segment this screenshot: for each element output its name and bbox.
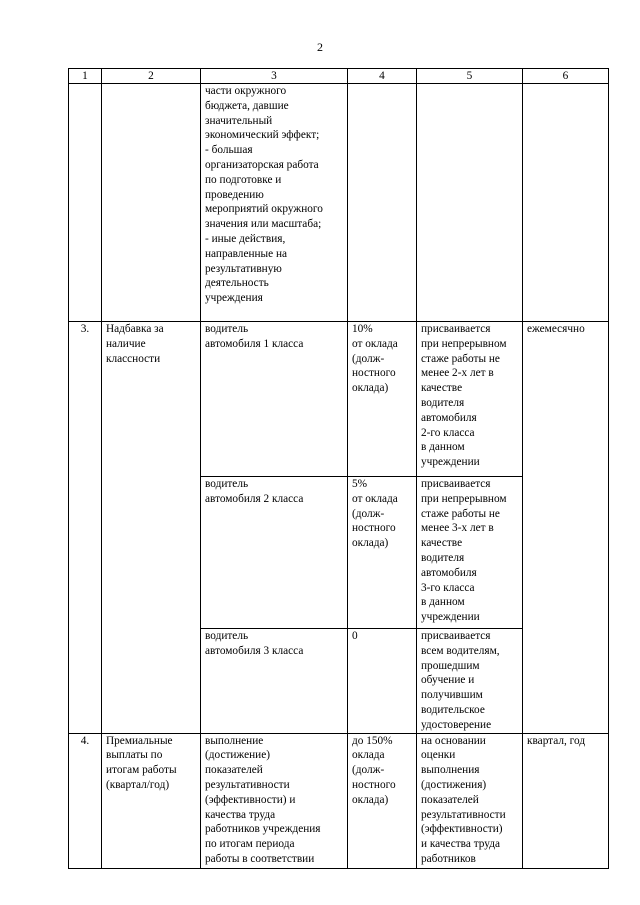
amount: 0 <box>348 629 417 734</box>
continuation-criteria: части окружного бюджета, давшие значительный экономический эффект; - большая организаторская работа по подготовке и проведению мероприятий окружного значения или масштаба; - иные действия, направленные на результативную деятельность учреждения <box>201 84 348 322</box>
page-number: 2 <box>317 40 323 54</box>
period: ежемесячно <box>523 322 609 734</box>
criterion: водитель автомобиля 3 класса <box>201 629 348 734</box>
condition: присваивается при непрерывном стаже работы не менее 2-х лет в качестве водителя автомобиля 2-го класса в данном учреждении <box>417 322 523 477</box>
amount: до 150% оклада (долж- ностного оклада) <box>348 733 417 868</box>
cell-empty <box>348 84 417 322</box>
cell-empty <box>102 84 201 322</box>
header-cell: 5 <box>417 69 523 84</box>
header-cell: 2 <box>102 69 201 84</box>
payment-name: Премиальные выплаты по итогам работы (квартал/год) <box>102 733 201 868</box>
cell-empty <box>69 84 102 322</box>
criterion: выполнение (достижение) показателей результативности (эффективности) и качества труда работников учреждения по итогам периода работы в соответствии <box>201 733 348 868</box>
header-row <box>69 69 609 84</box>
amount: 5% от оклада (долж- ностного оклада) <box>348 477 417 629</box>
header-cell: 6 <box>523 69 609 84</box>
table-row <box>69 322 609 477</box>
row-number: 4. <box>69 733 102 868</box>
condition: присваивается всем водителям, прошедшим обучение и получившим водительское удостоверение <box>417 629 523 734</box>
amount: 10% от оклада (долж- ностного оклада) <box>348 322 417 477</box>
table-row <box>69 733 609 868</box>
header-cell: 3 <box>201 69 348 84</box>
bonus-table <box>68 68 609 869</box>
cell-empty <box>523 84 609 322</box>
cell-empty <box>417 84 523 322</box>
criterion: водитель автомобиля 1 класса <box>201 322 348 477</box>
header-cell: 1 <box>69 69 102 84</box>
condition: на основании оценки выполнения (достижения) показателей результативности (эффективности) и качества труда работников <box>417 733 523 868</box>
criterion: водитель автомобиля 2 класса <box>201 477 348 629</box>
continuation-row <box>69 84 609 322</box>
header-cell: 4 <box>348 69 417 84</box>
row-number: 3. <box>69 322 102 734</box>
period: квартал, год <box>523 733 609 868</box>
payment-name: Надбавка за наличие классности <box>102 322 201 734</box>
condition: присваивается при непрерывном стаже работы не менее 3-х лет в качестве водителя автомобиля 3-го класса в данном учреждении <box>417 477 523 629</box>
